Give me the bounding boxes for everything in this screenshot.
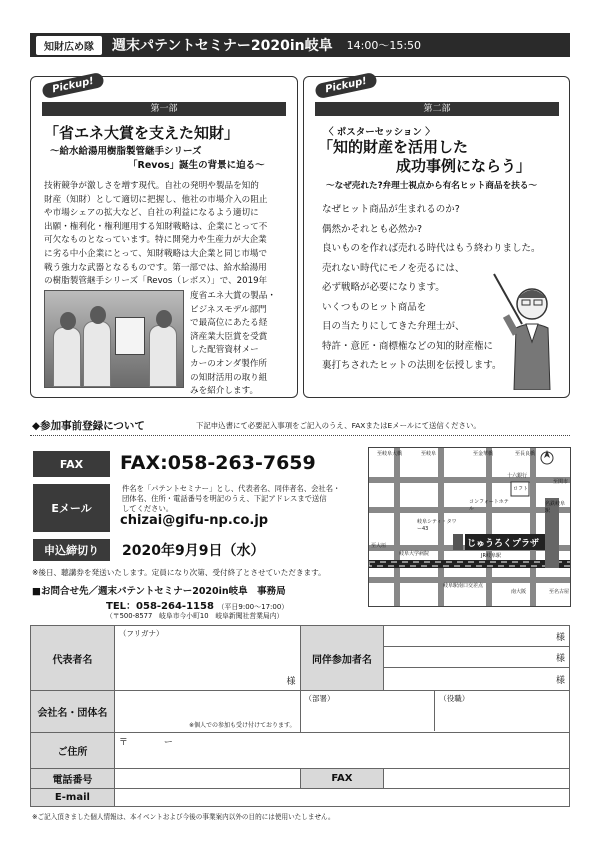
pickup-badge: Pickup! [314, 72, 378, 100]
part1-subtitle-1: 〜給水給湯用樹脂製管継手シリーズ [50, 146, 202, 157]
deadline-label: 申込締切り [33, 539, 110, 561]
map-label: 至関市 [553, 479, 569, 485]
certificate [115, 317, 145, 355]
fax-label: FAX [33, 451, 110, 477]
part2-title-2: 成功事例にならう」 [396, 157, 532, 175]
map-label: 至岐阜 [421, 451, 437, 457]
address-field[interactable]: 〒 ー [114, 733, 569, 769]
contact-address: （〒500-8577 岐阜市今小町10 岐阜新聞社営業局内） [106, 612, 284, 620]
map-label: 岐阜シティ・タワー43 [417, 519, 457, 532]
address-label: ご住所 [31, 733, 115, 769]
part1-subtitle-2: 「Revos」誕生の背景に迫る〜 [128, 160, 265, 171]
map-label: 至大垣 [371, 543, 387, 549]
header-bar [30, 33, 570, 57]
fax-field-label: FAX [300, 769, 384, 789]
rep-name-field[interactable]: （フリガナ） 様 [114, 626, 300, 691]
map-label: JR岐阜駅 [481, 553, 501, 559]
registration-notice: ※後日、聴講券を発送いたします。定員になり次第、受付終了とさせていただきます。 [32, 568, 326, 577]
part2-subtitle: 〜なぜ売れた?弁理士視点から有名ヒット商品を扶る〜 [326, 181, 537, 191]
application-form [30, 625, 570, 807]
email-note: 件名を「パテントセミナー」とし、代表者名、同伴者名、会社名・ 団体名、住所・電話番号を明記のうえ、下記アドレスまで送信 してください。 [122, 484, 341, 513]
part1-title: 「省エネ大賞を支えた知財」 [44, 124, 240, 142]
page-title: 週末パテントセミナー2020in岐阜 [112, 38, 333, 54]
phone-field[interactable] [114, 769, 300, 789]
part1-label: 第一部 [42, 102, 286, 116]
venue-name: じゅうろくプラザ [467, 539, 540, 549]
phone-label: 電話番号 [31, 769, 115, 789]
person-figure [53, 327, 81, 387]
contact-tel: TEL：058-264-1158 （平日9:00〜17:00） [106, 601, 289, 612]
deadline-value: 2020年9月9日（水） [122, 543, 265, 559]
company-label: 会社名・団体名 [31, 691, 115, 733]
map-label: 至長良橋 [515, 451, 536, 457]
email-address[interactable]: chizai@gifu-np.co.jp [120, 513, 269, 528]
part2-body: なぜヒット商品が生まれるのか? 偶然かそれとも必然か? 良いものを作れば売れる時代はもう終わりました。 売れない時代にモノを売るには、 必ず戦略が必要になります。 いくつものヒット商品を 目の当たりにしてきた弁理士が、 特許・意匠・商標権などの知的財産権に 裏打ちされたヒットの法則を伝授します。 [322, 204, 541, 371]
map-label: 至金華橋 [473, 451, 494, 457]
part1-body: 技術競争が激しさを増す現代。自社の発明や製品を知的 財産（知財）として適切に把握し、他社の市場介入の阻止 や市場シェアの拡大など、自社の利益になるよう適切に 出願・権利化・権利運用する知財戦略は、企業にとって不 可欠なものとなっています。特に開発力や生産力が大企業 に劣る中小企業にとって、知財戦略は大企業と同じ市場で 戦う強力な武器となるものです。第一部では、給水給湯用 の樹脂製管継手シリーズ「Revos（レボス）」で、2019年 [44, 181, 268, 287]
divider [30, 435, 570, 436]
map-label: 至名古屋 [549, 589, 570, 595]
rep-name-label: 代表者名 [31, 626, 115, 691]
venue-map [368, 447, 571, 607]
pickup-badge: Pickup! [41, 72, 105, 100]
email-field[interactable] [114, 789, 569, 807]
map-label: 岐阜大学病院 [399, 551, 430, 557]
email-field-label: E-mail [31, 789, 115, 807]
registration-note: 下記申込書にて必要記入事項をご記入のうえ、FAXまたはEメールにて送信ください。 [196, 421, 481, 430]
part2-title-1: 「知的財産を活用した [318, 138, 469, 156]
person-figure [149, 325, 177, 387]
header-tag: 知財広め隊 [36, 36, 102, 55]
map-label: 至岐阜大橋 [377, 451, 403, 457]
map-label: ロフト [513, 486, 529, 492]
presenter-illustration [492, 272, 566, 390]
map-label: 十六銀行 [507, 473, 528, 479]
award-photo [44, 290, 184, 388]
privacy-footnote: ※ご記入頂きました個人情報は、本イベントおよび今後の事業案内以外の目的には使用いたしません。 [32, 813, 335, 821]
map-label: コンフォートホテル [469, 499, 509, 512]
dept-position-field[interactable]: （部署） （役職） [300, 691, 570, 733]
fax-field[interactable] [384, 769, 570, 789]
email-label: Eメール [33, 484, 110, 532]
registration-heading: ◆参加事前登録について [32, 420, 145, 432]
part2-session: 〈 ポスターセッション 〉 [324, 127, 435, 138]
companion-label: 同伴参加者名 [300, 626, 384, 691]
map-label: 名鉄岐阜駅 [545, 501, 566, 514]
seminar-time: 14:00〜15:50 [346, 39, 422, 52]
part1-side-text: 度省エネ大賞の製品・ ビジネスモデル部門 で最高位にあたる経 済産業大臣賞を受賞 した配管資材メー カーのオンダ製作所 の知財活用の取り組 みを紹介します。 [190, 291, 276, 397]
fax-number: FAX:058-263-7659 [120, 452, 316, 474]
companion-field[interactable]: 様 様 様 [384, 626, 570, 691]
map-label: 岐阜駅南口交差点 [443, 583, 484, 589]
part2-label: 第二部 [315, 102, 559, 116]
contact-info: ■お問合せ先／週末パテントセミナー2020in岐阜 事務局 [32, 586, 286, 597]
company-field[interactable]: ※個人での参加も受け付けております。 [114, 691, 300, 733]
map-label: 南大阪 [511, 589, 527, 595]
person-figure [83, 321, 111, 387]
